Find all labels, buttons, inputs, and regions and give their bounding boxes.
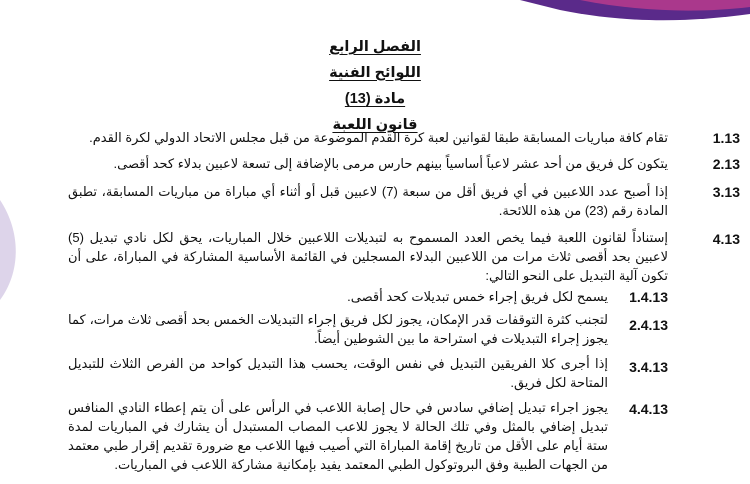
- clause-text: إذا أجرى كلا الفريقين التبديل في نفس الوقت، يحسب هذا التبديل كواحد من الفرص الثلاث للتبديل المتاحة لكل فريق.: [68, 356, 608, 390]
- title-block: [0, 34, 750, 138]
- clause-number: 2.4.13: [629, 317, 668, 333]
- brand-swoosh-top: [520, 0, 750, 26]
- clause-text: لتجنب كثرة التوقفات قدر الإمكان، يجوز لكل فريق إجراء التبديلات الخمس بحد أقصى ثلاث مرات، كما يجوز إجراء التبديلات في استراحة ما بين الشوطين أيضاً.: [68, 312, 608, 346]
- clause-text: يجوز اجراء تبديل إضافي سادس في حال إصابة اللاعب في الرأس على أن يتم إعطاء النادي المنافس تبديل إضافي بالمثل وفي تلك الحالة لا يجوز للاعب المصاب المستبدل أن يشارك في المباريات لمدة ستة أيام على الأقل من تاريخ إقامة المباراة التي أصيب فيها اللاعب مع ضرورة تقديم إقرار طبي معتمد من الجهات الطبية وفق البروتوكول الطبي المعتمد يفيد بإمكانية مشاركة اللاعب في المباريات.: [68, 400, 608, 472]
- regulations-title: اللوائح الفنية: [329, 65, 421, 81]
- clause-text: تقام كافة مباريات المسابقة طبقا لقوانين لعبة كرة القدم الموضوعة من قبل مجلس الاتحاد الدولي لكرة القدم.: [89, 130, 668, 145]
- clause-number: 2.13: [712, 156, 740, 172]
- article-title: مادة (13): [344, 91, 406, 107]
- clause-text: يسمح لكل فريق إجراء خمس تبديلات كحد أقصى.: [347, 289, 608, 304]
- brand-swoosh-left: [0, 170, 40, 330]
- clause-number: 4.4.13: [629, 401, 668, 417]
- clause-number: 1.13: [712, 130, 740, 146]
- chapter-title: الفصل الرابع: [329, 39, 421, 55]
- clause-number: 3.4.13: [629, 359, 668, 375]
- clause-text: إستناداً لقانون اللعبة فيما يخص العدد المسموح به لتبديلات اللاعبين خلال المباريات، يحق لكل نادي تبديل (5) لاعبين بحد أقصى ثلاث مرات من اللاعبين البدلاء المسجلين في القائمة الأساسية المشاركة في المباراة، على أن تكون آلية التبديل على النحو التالي:: [68, 230, 668, 283]
- clause-number: 1.4.13: [629, 289, 668, 305]
- clause-text: إذا أصبح عدد اللاعبين في أي فريق أقل من سبعة (7) لاعبين قبل أو أثناء أي مباراة من مباريات المسابقة، تطبق المادة رقم (23) من هذه اللائحة.: [68, 184, 668, 218]
- clause-number: 3.13: [712, 184, 740, 200]
- clause-text: يتكون كل فريق من أحد عشر لاعباً أساسياً بينهم حارس مرمى بالإضافة إلى تسعة لاعبين بدلاء كحد أقصى.: [113, 156, 668, 171]
- law-title: قانون اللعبة: [332, 117, 418, 133]
- clause-number: 4.13: [712, 231, 740, 247]
